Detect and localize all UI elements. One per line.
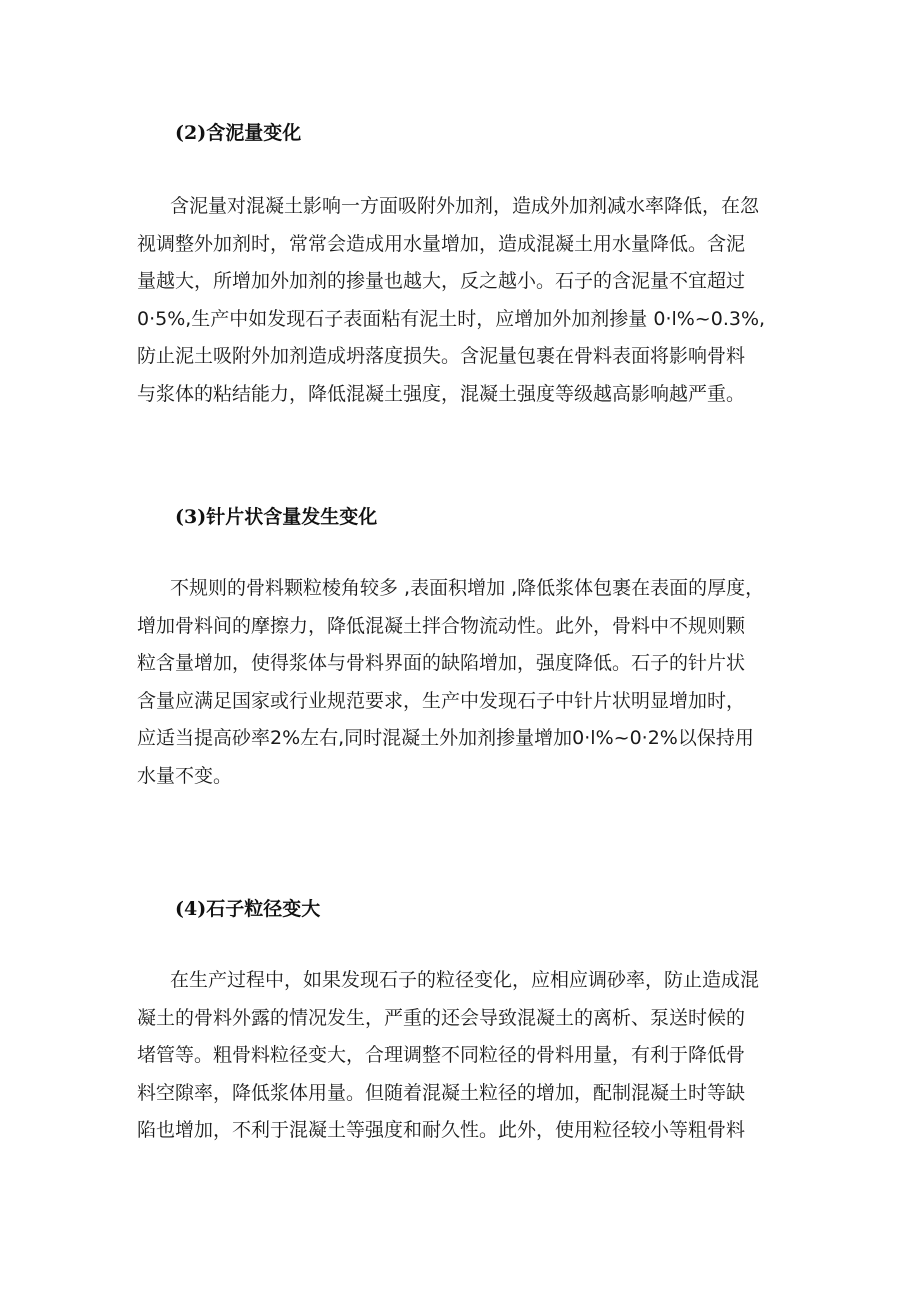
paragraph-line: 料空隙率，降低浆体用量。但随着混凝土粒径的增加，配制混凝土时等缺 [137,1081,746,1104]
paragraph-line: 防止泥土吸附外加剂造成坍落度损失。含泥量包裹在骨料表面将影响骨料 [137,345,746,368]
paragraph-line: 增加骨料间的摩擦力，降低混凝土拌合物流动性。此外，骨料中不规则颗 [137,614,746,637]
paragraph-line: 含泥量对混凝土影响一方面吸附外加剂，造成外加剂减水率降低，在忽 [170,195,760,217]
paragraph-line: 水量不变。 [137,764,233,787]
paragraph-line: 不规则的骨料颗粒棱角较多 ,表面积增加 ,降低浆体包裹在表面的厚度， [170,577,765,599]
paragraph-line: 应适当提高砂率2%左右,同时混凝土外加剂掺量增加0·l%~0·2%以保持用 [137,727,754,750]
section-heading-4: (4)石子粒径变大 [175,898,321,920]
section-paragraph-2 [137,188,797,414]
paragraph-line: 量越大，所增加外加剂的掺量也越大，反之越小。石子的含泥量不宜超过 [137,270,746,293]
paragraph-line: 凝土的骨料外露的情况发生，严重的还会导致混凝土的离析、泵送时候的 [137,1006,746,1029]
section-paragraph-4 [137,962,797,1150]
section-heading-2: (2)含泥量变化 [175,122,302,144]
section-heading-3: (3)针片状含量发生变化 [175,506,378,528]
paragraph-line: 堵管等。粗骨料粒径变大，合理调整不同粒径的骨料用量，有利于降低骨 [137,1044,746,1067]
paragraph-line: 粒含量增加，使得浆体与骨料界面的缺陷增加，强度降低。石子的针片状 [137,652,746,675]
paragraph-line: 0·5%,生产中如发现石子表面粘有泥土时，应增加外加剂掺量 0·l%~0.3%, [137,307,766,330]
paragraph-line: 视调整外加剂时，常常会造成用水量增加，造成混凝土用水量降低。含泥 [137,232,746,255]
paragraph-line: 含量应满足国家或行业规范要求，生产中发现石子中针片状明显增加时， [137,689,746,712]
paragraph-line: 与浆体的粘结能力，降低混凝土强度，混凝土强度等级越高影响越严重。 [137,382,746,405]
paragraph-line: 陷也增加，不利于混凝土等强度和耐久性。此外，使用粒径较小等粗骨料 [137,1119,746,1142]
paragraph-line: 在生产过程中，如果发现石子的粒径变化，应相应调砂率，防止造成混 [170,969,760,991]
section-paragraph-3 [137,570,797,796]
